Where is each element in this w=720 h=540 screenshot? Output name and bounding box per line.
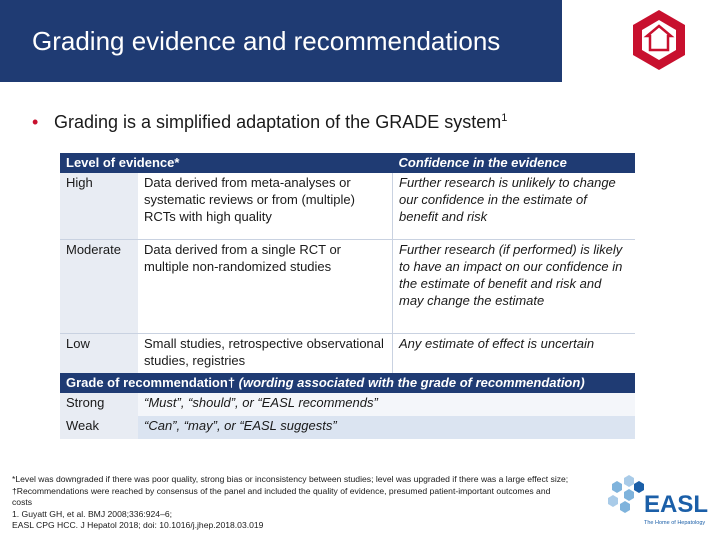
- table-row: [60, 416, 635, 439]
- recommendation-grade: Weak: [60, 416, 138, 439]
- bullet-point: [32, 112, 507, 133]
- recommendation-dagger: †: [227, 375, 236, 390]
- evidence-confidence: Any estimate of effect is uncertain: [393, 333, 636, 373]
- recommendation-header-title: Grade of recommendation: [66, 375, 228, 390]
- bullet-marker: •: [32, 112, 39, 132]
- reference-2: EASL CPG HCC. J Hepatol 2018; doi: 10.1016/j.jhep.2018.03.019: [12, 520, 264, 530]
- evidence-level: Low: [60, 333, 138, 373]
- confidence-header: Confidence in the evidence: [393, 153, 636, 173]
- evidence-table: [60, 153, 635, 439]
- reference-1: 1. Guyatt GH, et al. BMJ 2008;336:924–6;: [12, 508, 173, 519]
- page-title: Grading evidence and recommendations: [32, 26, 501, 56]
- footnote-text: *Level was downgraded if there was poor quality, strong bias or inconsistency between studies; level was upgraded if there was a large effect size; †Recommendations were reached by consensus of the panel and included the quality of evidence, presumed patient-important outcomes and costs: [12, 474, 569, 507]
- evidence-level: High: [60, 173, 138, 239]
- evidence-description: Data derived from a single RCT or multiple non-randomized studies: [138, 239, 393, 333]
- level-of-evidence-header: Level of evidence*: [60, 153, 393, 173]
- evidence-table-header: [60, 153, 635, 173]
- bullet-text: Grading is a simplified adaptation of the GRADE system: [54, 112, 502, 132]
- evidence-confidence: Further research (if performed) is likely to have an impact on our confidence in the estimate of benefit and risk and may change the estimate: [393, 239, 636, 333]
- bullet-footnote-ref: 1: [501, 112, 508, 124]
- recommendation-header: [60, 373, 635, 393]
- recommendation-wording: “Must”, “should”, or “EASL recommends”: [138, 393, 635, 416]
- recommendation-header-note: (wording associated with the grade of recommendation): [235, 375, 585, 390]
- recommendation-wording: “Can”, “may”, or “EASL suggests”: [138, 416, 635, 439]
- title-bar: [0, 0, 720, 82]
- logo-tagline: The Home of Hepatology: [644, 520, 706, 526]
- recommendation-grade: Strong: [60, 393, 138, 416]
- footnotes: [12, 474, 572, 532]
- table-row: [60, 393, 635, 416]
- table-row: [60, 239, 635, 333]
- home-icon[interactable]: [627, 8, 691, 72]
- table-row: [60, 173, 635, 239]
- evidence-confidence: Further research is unlikely to change our confidence in the estimate of benefit and risk: [393, 173, 636, 239]
- evidence-description: Data derived from meta-analyses or systematic reviews or from (multiple) RCTs with high quality: [138, 173, 393, 239]
- table-row: [60, 333, 635, 373]
- hexagon-cluster-icon: [608, 475, 644, 513]
- evidence-description: Small studies, retrospective observational studies, registries: [144, 335, 384, 368]
- easl-logo: [602, 472, 714, 532]
- evidence-level: Moderate: [60, 239, 138, 333]
- logo-wordmark: EASL: [644, 491, 709, 518]
